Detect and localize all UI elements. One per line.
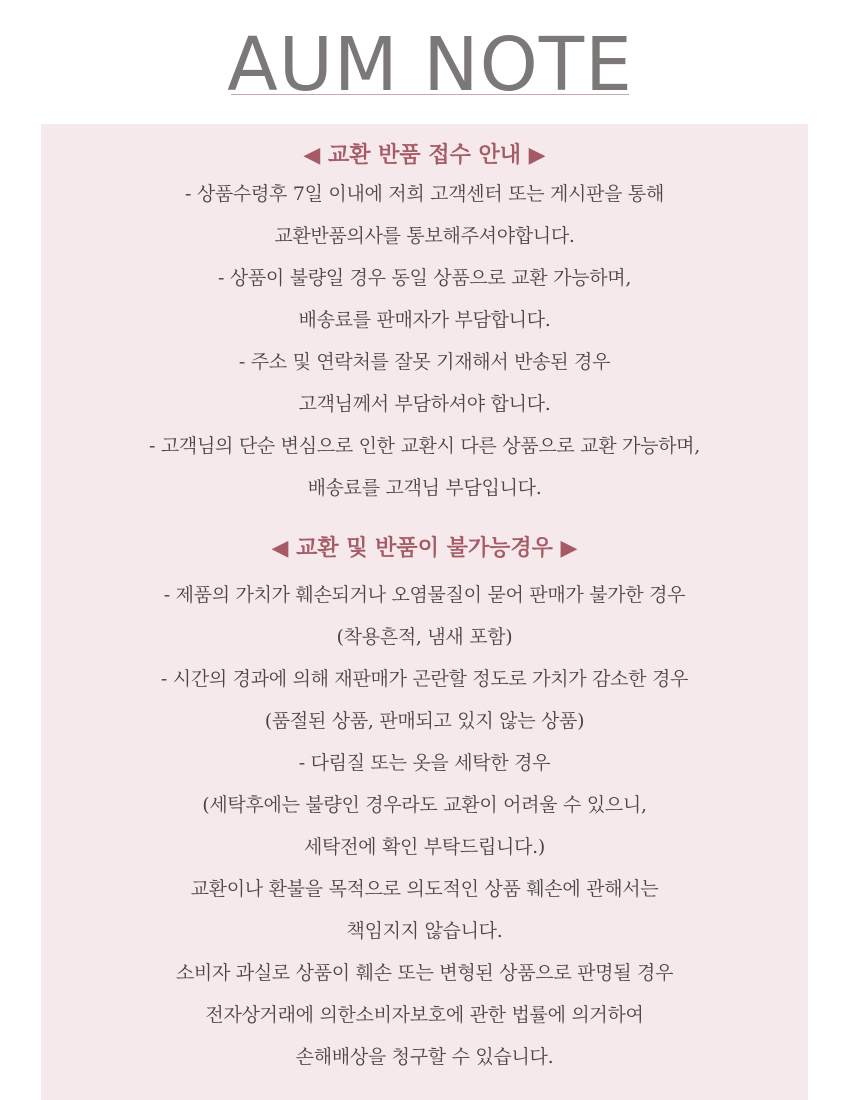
notice-line: - 상품이 불량일 경우 동일 상품으로 교환 가능하며, (217, 267, 632, 289)
section-title-exchange-return-info: ◀ 교환 반품 접수 안내 ▶ (303, 142, 546, 168)
notice-line: 전자상거래에 의한소비자보호에 관한 법률에 의거하여 (205, 1004, 644, 1026)
notice-line: 고객님께서 부담하셔야 합니다. (298, 393, 551, 415)
notice-line: (품절된 상품, 판매되고 있지 않는 상품) (264, 710, 585, 732)
notice-line: 배송료를 판매자가 부담합니다. (298, 309, 551, 331)
notice-line: 교환반품의사를 통보해주셔야합니다. (274, 225, 575, 247)
brand-logo-text: AUM NOTE (227, 22, 633, 108)
notice-line: (세탁후에는 불량인 경우라도 교환이 어려울 수 있으니, (202, 794, 647, 816)
notice-line: - 상품수령후 7일 이내에 저희 고객센터 또는 게시판을 통해 (184, 183, 665, 205)
notice-line: 배송료를 고객님 부담입니다. (307, 477, 542, 499)
notice-line: 소비자 과실로 상품이 훼손 또는 변형된 상품으로 판명될 경우 (175, 962, 674, 984)
brand-underline (231, 94, 629, 95)
notice-line: 책임지지 않습니다. (346, 920, 503, 942)
section-title-non-returnable-cases: ◀ 교환 및 반품이 불가능경우 ▶ (271, 535, 578, 561)
notice-line: 세탁전에 확인 부탁드립니다.) (304, 836, 545, 858)
notice-line: - 시간의 경과에 의해 재판매가 곤란할 정도로 가치가 감소한 경우 (160, 668, 689, 690)
notice-line: - 다림질 또는 옷을 세탁한 경우 (298, 752, 551, 774)
notice-line: 교환이나 환불을 목적으로 의도적인 상품 훼손에 관해서는 (190, 878, 659, 900)
exchange-return-notice (41, 124, 808, 1100)
notice-line: - 제품의 가치가 훼손되거나 오염물질이 묻어 판매가 불가한 경우 (163, 584, 686, 606)
notice-line: (착용흔적, 냄새 포함) (336, 626, 513, 648)
notice-line: - 주소 및 연락처를 잘못 기재해서 반송된 경우 (238, 351, 611, 373)
notice-line: - 고객님의 단순 변심으로 인한 교환시 다른 상품으로 교환 가능하며, (149, 435, 700, 457)
notice-line: 손해배상을 청구할 수 있습니다. (295, 1046, 554, 1068)
